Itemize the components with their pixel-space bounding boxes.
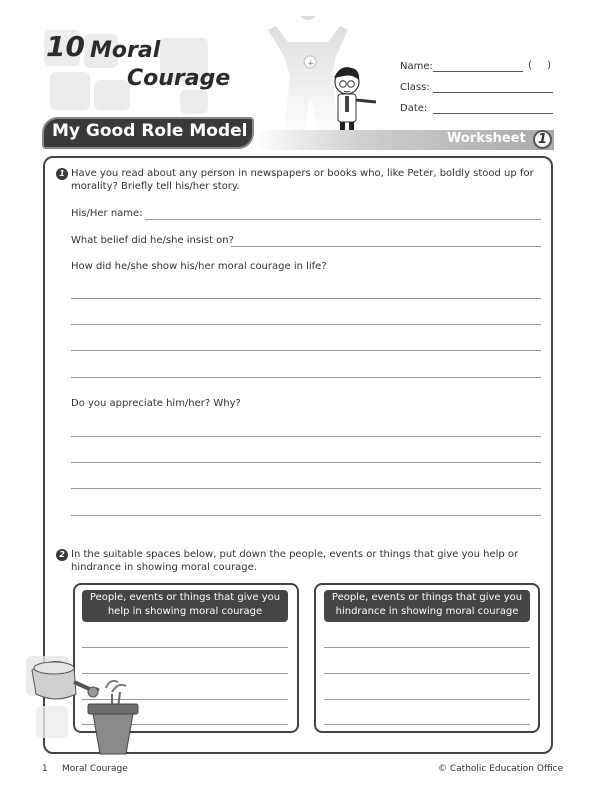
decor-square [94, 80, 130, 110]
name-input-line[interactable] [433, 71, 523, 72]
footer-chapter-title: Moral Courage [62, 764, 128, 774]
hindrance-answer-line[interactable] [324, 673, 530, 674]
svg-text:+: + [307, 59, 315, 69]
worksheet-title: My Good Role Model [52, 121, 248, 141]
date-label: Date: [400, 103, 428, 114]
class-input-line[interactable] [433, 92, 553, 93]
answer-line[interactable] [71, 515, 541, 516]
question-2-text-line2: hindrance in showing moral courage. [71, 562, 257, 573]
question-1-number: 1 [56, 168, 68, 180]
worksheet-label: Worksheet [447, 131, 526, 146]
appreciate-label: Do you appreciate him/her? Why? [71, 398, 241, 409]
decor-square [180, 90, 208, 114]
page-number: 1 [42, 764, 48, 774]
answer-line[interactable] [71, 298, 541, 299]
question-2-text-line1: In the suitable spaces below, put down the people, events or things that give you help or [71, 549, 519, 560]
hindrance-answer-line[interactable] [324, 699, 530, 700]
his-her-name-label: His/Her name: [71, 208, 143, 219]
hindrance-box-header [324, 590, 530, 622]
answer-line[interactable] [71, 324, 541, 325]
watering-can-plant-illustration [26, 648, 156, 758]
hindrance-box-header-line1: People, events or things that give you [331, 592, 523, 603]
chapter-title-word2: Courage [127, 66, 231, 91]
class-label: Class: [400, 82, 430, 93]
question-1-text-line2: morality? Briefly tell his/her story. [71, 181, 240, 192]
help-box-header-line1: People, events or things that give you [89, 592, 281, 603]
answer-line[interactable] [71, 488, 541, 489]
question-1-text-line1: Have you read about any person in newspapers or books who, like Peter, boldly stood up for [71, 168, 534, 179]
question-2-number: 2 [56, 549, 68, 561]
copyright: © Catholic Education Office [438, 764, 564, 774]
answer-line[interactable] [71, 436, 541, 437]
belief-line[interactable] [231, 246, 541, 247]
help-box-header [82, 590, 288, 622]
class-number-brackets[interactable]: ( ) [528, 60, 557, 71]
date-input-line[interactable] [433, 113, 553, 114]
hindrance-box-header-line2: hindrance in showing moral courage [335, 606, 519, 617]
answer-line[interactable] [71, 377, 541, 378]
decor-square [50, 72, 90, 110]
his-her-name-line[interactable] [145, 219, 541, 220]
worksheet-number: 1 [533, 130, 552, 149]
moral-courage-how-label: How did he/she show his/her moral courage in life? [71, 261, 327, 272]
answer-line[interactable] [71, 350, 541, 351]
help-box-header-line2: help in showing moral courage [107, 606, 263, 617]
chapter-title-word1: Moral [90, 38, 161, 63]
chapter-number: 10 [46, 30, 85, 63]
answer-line[interactable] [71, 462, 541, 463]
belief-label: What belief did he/she insist on? [71, 235, 234, 246]
hindrance-answer-line[interactable] [324, 647, 530, 648]
hindrance-answer-line[interactable] [324, 724, 530, 725]
name-label: Name: [400, 61, 433, 72]
